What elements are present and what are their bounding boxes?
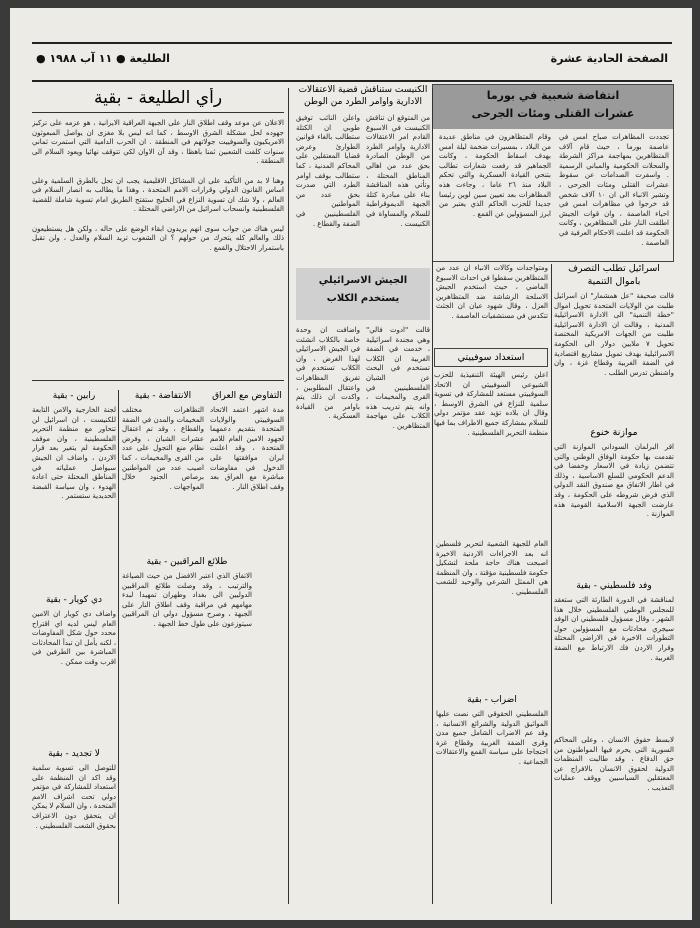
israel-funds-body: قالت صحيفة "عل همشمار" ان اسرائيل طلبت من الولايات المتحدة تحويل اموال "خطة التنمية" الى الادارة الاسرائيلية المدنية ، وقالت ان الادارة الاسرائيلية طلبت من الجهات الامريكية المختصة تحويل ٧ ملايين دولار الى الحكومة الاسرائيلية بهدف تمويل مشاريع اقتصادية في الضفة الغربية وقطاع غزة ، وان واشنطن تدرس الطلب . (554, 292, 674, 377)
no-renewal-body: للتوصل الى تسوية سلمية وقد اكد ان المنظمة على استعداد للمشاركة في مؤتمر دولي تحت اشراف الامم المتحدة ، وان السلام لا يمكن ان يتحقق دون الاعتراف بحقوق الشعب الفلسطيني . (32, 764, 116, 830)
column-divider (551, 264, 552, 904)
iraq-negotiations-body: مدة اشهر اعتمد الاتحاد السوفييتي والولايات المتحدة بتقديم دعمهما لجهود الامين العام للامم المتحدة ، وقد اعلنت ايران موافقتها على الدخول في مفاوضات مباشرة مع العراق بعد وقف اطلاق النار . (210, 406, 284, 491)
no-renewal-title: لا تجديد - بقية (48, 749, 100, 759)
israel-funds-subtitle: باموال التنمية (587, 276, 641, 287)
army-dogs-article (296, 268, 430, 448)
army-dogs-column-1: قالت "ادوت فالي" وهي مجندة اسرائيلية ، خدمت في الضفة الغربية ان الكلاب تستخدم في البحث عن الشبان الفلسطينيين في القرى والمخيمات ، وانه يتم تدريب هذه الكلاب على مهاجمة المتظاهرين . (366, 326, 430, 430)
intifada-title: الانتفاضة - بقية (134, 391, 192, 401)
soviet-body: اعلن رئيس الهيئة التنفيذية للحزب الشيوعي السوفييتي ان الاتحاد السوفييتي مستعد للمشاركة في تسوية سلمية للنزاع في الشرق الاوسط ، وقال ان بلاده تؤيد عقد مؤتمر دولي للسلام بمشاركة جميع الاطراف بما فيها منظمة التحرير الفلسطينية . (434, 371, 548, 437)
sudan-article (554, 426, 674, 576)
column-divider (118, 390, 119, 904)
column-divider (432, 88, 433, 904)
page-number-label: الصفحة الحادية عشرة (550, 52, 668, 65)
strike-body: الفلسطيني الحقوقي التي نصت عليها المواثيق الدولية والشرائع الانسانية ، وقد عم الاضراب الشامل جميع مدن وقرى الضفة الغربية وقطاع غزة احتجاجا على سياسة القمع والاعتقالات الجماعية . (436, 710, 548, 766)
army-dogs-title: الجيش الاسرائيلي (318, 275, 408, 286)
observers-title: طلائع المراقبين - بقية (146, 557, 228, 567)
no-renewal-article (32, 748, 116, 904)
sudan-title: موازنة خنوع (590, 427, 638, 438)
knesset-column-1: من المتوقع ان تناقش الكنيست في الاسبوع القادم امر الاعتقالات الادارية واوامر الطرد من الوطن الصادرة بحق عدد من اهالي المناطق المحتلة ، وتأتي هذه المناقشة بناء على مبادرة كتلة الجبهة الديموقراطية للسلام والمساواة في الكنيست . (366, 114, 430, 228)
soviet-article (434, 348, 548, 534)
strike-article (436, 694, 548, 904)
column-divider (288, 88, 289, 904)
strike-title: اضراب - بقية (467, 695, 517, 705)
editorial-title: رأي الطليعة - بقية (32, 88, 284, 113)
rabin-body: لجنة الخارجية والامن التابعة للكنيست ، ان اسرائيل لن تتحاور مع منظمة التحرير الفلسطينية ، وان موقف الحكومة لم يتغير بعد قرار الاردن ، واضاف ان الجيش سيواصل عملياته في المناطق المحتلة حتى اعادة الهدوء ، وان سياسة القبضة الحديدية ستستمر . (32, 406, 116, 501)
burma-column-2: وقام المتظاهرون في مناطق عديدة من البلاد ، بمسيرات ضخمة ليلة امس بهدف اسقاط الحكومة ، وكانت الجماهير قد رفعت شعارات تطالب بتنحي القيادة العسكرية والتي تحكم البلاد منذ ٢٦ عاما ، وجاءت هذه المظاهرات بعد تعيين سين لوين رئيسا جديدا للحزب الحاكم الذي يعتبر من ابرز المسؤولين عن القمع . (439, 133, 551, 218)
knesset-subtitle: الادارية واوامر الطرد من الوطن (304, 97, 422, 107)
de-cuellar-article (32, 594, 116, 744)
burma-article (432, 84, 674, 262)
israel-funds-title: اسرائيل تطلب التصرف (568, 263, 660, 274)
palestine-delegation-title: وفد فلسطيني - بقية (576, 581, 652, 591)
palestine-delegation-body: لمناقشة في الدورة الطارئة التي ستعقد للمجلس الوطني الفلسطيني خلال هذا الشهر ، وقال مسؤول فلسطيني ان الوفد سيجري محادثات مع المسؤولين حول التطورات الاخيرة في الاراضي المحتلة وقرار الاردن فك الارتباط مع الضفة الغربية . (554, 596, 674, 662)
iraq-negotiations-title: التفاوض مع العراق (212, 391, 282, 401)
knesset-column-2: واعلن النائب توفيق طوبي ان الكتلة ستطالب بالغاء قوانين الطوارئ وعرض قضايا المعتقلين على المحاكم المدنية ، كما ستطالب بوقف اوامر الطرد التي صدرت بحق عدد من المواطنين الفلسطينيين في الضفة والقطاع . (296, 114, 360, 228)
rabin-title: رابين - بقية (52, 391, 96, 401)
intifada-article (122, 390, 204, 550)
newspaper-page (10, 8, 692, 920)
page-header (32, 42, 672, 82)
palestine-delegation-article (554, 580, 674, 730)
de-cuellar-body: واضاف دي كويار ان الامين العام ليس لديه اي اقتراح محدد حول شكل المفاوضات ، لكنه يأمل ان تبدأ المحادثات المباشرة بين الطرفين في اقرب وقت ممكن . (32, 610, 116, 666)
knesset-title: الكنيست ستناقش قضية الاعتقالات (298, 85, 428, 95)
intifada-body: التظاهرات مختلف المخيمات والمدن في الضفة والقطاع ، وقد تم اعتقال عشرات الشبان ، وفرض نظام منع التجول على عدد من القرى والمخيمات ، كما اصيب عدد من المواطنين برصاص الجنود خلال المواجهات . (122, 406, 204, 491)
iraq-negotiations-article (210, 390, 284, 550)
editorial-article (32, 88, 284, 368)
soviet-title: استعداد سوفييتي (434, 348, 548, 367)
burma-column-1: تجددت المظاهرات صباح امس في عاصمة بورما ، حيث قام آلاف المتظاهرين بمهاجمة مراكز الشرطة والمحلات الحكومية والمباني الرسمية . واسفرت الصدامات عن سقوط عشرات القتلى ومئات الجرحى ، وتشير الانباء الى ان ١٠ آلاف شخص قد خرجوا في مظاهرات امس في احياء العاصمة ، وان قوات الجيش اطلقت النار على المتظاهرين ، وكانت الحكومة قد اعلنت الاحكام العرفية في العاصمة . (559, 133, 669, 247)
de-cuellar-title: دي كويار - بقية (45, 595, 102, 605)
burma-column-3: ومتواجدات وكالات الانباء ان عدد من المتظاهرين سقطوا في احداث الاسبوع الماضي ، حيث استخدم الجيش الاسلحة الرشاشة ضد المتظاهرين العزل ، وقال شهود عيان ان الجثث تتكدس في مستشفيات العاصمة . (436, 264, 548, 320)
rabin-article (32, 390, 116, 590)
burma-title: انتفاضة شعبية في بورما (486, 89, 620, 102)
sudan-body: اقر البرلمان السوداني الموازنة التي تقدمت بها حكومة الوفاق الوطني والتي تتضمن زيادة في الاسعار وخفضا في الدعم الحكومي للسلع الاساسية ، وذلك في اطار الاتفاق مع صندوق النقد الدولي الذي فرض شروطه على الحكومة ، وقد عارضت الجبهة الاسلامية القومية هذه الموازنة . (554, 443, 674, 519)
editorial-body: الاعلان عن موعد وقف اطلاق النار على الجبهة العراقية الايرانية ، هو عزمه على تركيز جهوده لحل مشكلة الشرق الاوسط ، كما انه ليس بلا مغزى ان يواصل المبعوثون الامريكيون والسوفييت جولاتهم في المنطقة . ان الحرب الدامية التي استمرت ثماني سنوات كلفت الشعبين ثمنا باهظا ، وقد آن الاوان لكي تتوقف نهائيا ويعود السلام الى المنطقة . وهنا لا بد من التأكيد على ان المشاكل الاقليمية يجب ان تحل بالطرق السلمية وعلى اساس القانون الدولي وقرارات الامم المتحدة ، وهذا ما يطالب به انصار السلام في العالم ، ولا شك ان تسوية النزاع في الخليج ستفتح الطريق امام تسوية شاملة للقضية الفلسطينية وانسحاب اسرائيل من الاراضي المحتلة . ليس هناك من جواب سوى انهم يريدون ابقاء الوضع على حاله ، ولكن هل يستطيعون ذلك والعالم كله يتحرك من حولهم ؟ ان الشعوب تريد السلام والعدل ، ولن تقبل باستمرار الاحتلال والقمع . (32, 119, 284, 252)
issue-date-label: الطليعة ● ١١ آب ١٩٨٨ ● (36, 52, 170, 65)
knesset-article (296, 84, 430, 264)
burma-subtitle: عشرات القتلى ومئات الجرحى (471, 107, 635, 120)
row-divider (32, 380, 284, 381)
burma-header-photo (433, 85, 673, 129)
observers-body: الاتفاق الذي اعتبر الافضل من حيث الصياغة والترتيب ، وقد وصلت طلائع المراقبين الدوليين الى بغداد وطهران تمهيدا لبدء مهامهم في مراقبة وقف اطلاق النار على الجبهة ، وصرح مسؤول دولي ان المراقبين سيتوزعون على طول خط الجبهة . (122, 572, 252, 628)
human-rights-article-body: لابسط حقوق الانسان ، وعلى المحاكم السورية التي يحرم فيها المواطنون من حق الدفاع ، وقد طالبت المنظمات الدولية لحقوق الانسان بالافراج عن المعتقلين السياسيين ووقف عمليات التعذيب . (554, 736, 674, 792)
army-dogs-subtitle: يستخدم الكلاب (326, 293, 400, 304)
plo-article-body: العام للجبهة الشعبية لتحرير فلسطين انه بعد الاجراءات الاردنية الاخيرة اصبحت هناك حاجة ملحة لتشكيل حكومة فلسطينية مؤقتة ، وان المنظمة هي الممثل الشرعي والوحيد للشعب الفلسطيني . (436, 540, 548, 596)
observers-article (122, 556, 252, 716)
army-dogs-column-2: واضافت ان وحدة خاصة بالكلاب انشئت في الجيش الاسرائيلي لهذا الغرض ، وان الكلاب تستخدم في تفريق المظاهرات واعتقال المطلوبين ، واكدت ان ذلك يتم باوامر من القيادة العسكرية . (296, 326, 360, 421)
army-dogs-header (296, 268, 430, 320)
israel-funds-article (554, 262, 674, 422)
